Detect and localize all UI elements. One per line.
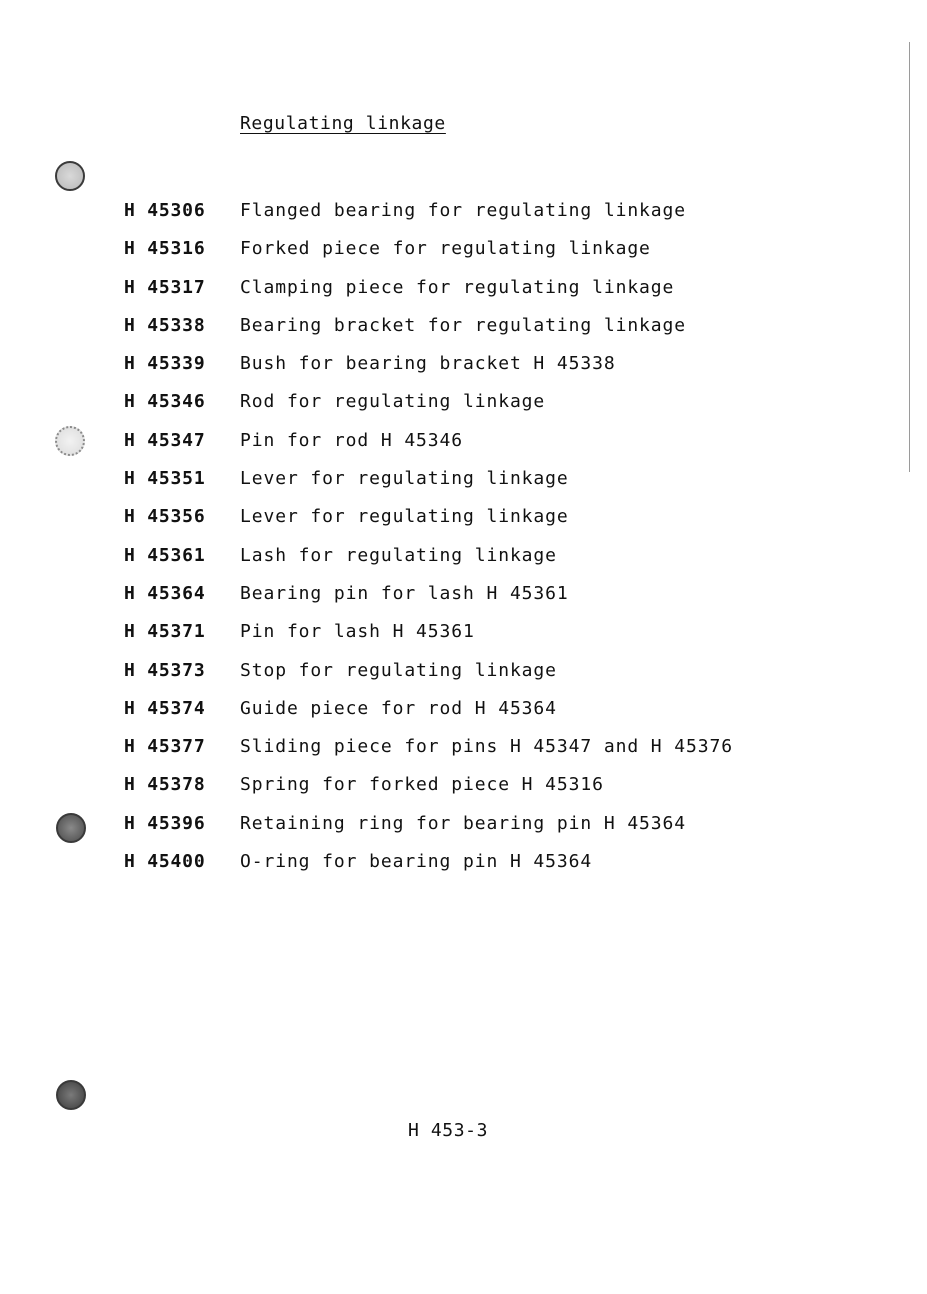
page-title: Regulating linkage	[240, 113, 446, 134]
document-reference: H 453-3	[408, 1120, 489, 1141]
part-number: H 45396	[124, 812, 206, 834]
part-number: H 45364	[124, 582, 206, 604]
part-number: H 45351	[124, 468, 206, 490]
page-edge-line	[909, 42, 910, 472]
part-description: Lever for regulating linkage	[240, 506, 569, 528]
part-row	[124, 276, 733, 314]
part-description: Forked piece for regulating linkage	[240, 238, 651, 260]
part-number: H 45377	[124, 736, 206, 758]
punch-hole-icon	[55, 426, 85, 456]
part-number: H 45338	[124, 314, 206, 336]
part-row	[124, 582, 733, 620]
part-description: Bearing bracket for regulating linkage	[240, 314, 687, 336]
part-number: H 45347	[124, 429, 206, 451]
part-number: H 45400	[124, 851, 206, 873]
part-description: Guide piece for rod H 45364	[240, 697, 557, 719]
part-row	[124, 199, 733, 237]
part-description: Flanged bearing for regulating linkage	[240, 200, 687, 221]
part-description: O-ring for bearing pin H 45364	[240, 851, 593, 873]
punch-hole-icon	[55, 161, 85, 191]
part-row	[124, 735, 733, 773]
part-number: H 45371	[124, 621, 206, 643]
part-row	[124, 314, 733, 352]
part-row	[124, 352, 733, 390]
part-description: Pin for lash H 45361	[240, 621, 475, 643]
punch-hole-icon	[56, 1080, 86, 1110]
punch-hole-icon	[56, 813, 86, 843]
part-number: H 45306	[124, 200, 206, 221]
part-description: Pin for rod H 45346	[240, 429, 464, 451]
part-number: H 45339	[124, 353, 206, 375]
parts-list	[124, 199, 733, 888]
part-row	[124, 812, 733, 850]
part-row	[124, 850, 733, 888]
part-number: H 45374	[124, 697, 206, 719]
part-row	[124, 620, 733, 658]
part-number: H 45346	[124, 391, 206, 413]
part-row	[124, 467, 733, 505]
part-row	[124, 697, 733, 735]
part-description: Bush for bearing bracket H 45338	[240, 353, 616, 375]
part-description: Bearing pin for lash H 45361	[240, 582, 569, 604]
part-description: Retaining ring for bearing pin H 45364	[240, 812, 687, 834]
part-row	[124, 544, 733, 582]
part-row	[124, 773, 733, 811]
part-row	[124, 390, 733, 428]
part-row	[124, 237, 733, 275]
part-description: Lever for regulating linkage	[240, 468, 569, 490]
part-number: H 45361	[124, 544, 206, 566]
part-description: Stop for regulating linkage	[240, 659, 557, 681]
part-description: Rod for regulating linkage	[240, 391, 546, 413]
part-row	[124, 505, 733, 543]
part-description: Sliding piece for pins H 45347 and H 45376	[240, 736, 733, 758]
part-description: Clamping piece for regulating linkage	[240, 276, 675, 298]
part-row	[124, 429, 733, 467]
part-description: Lash for regulating linkage	[240, 544, 557, 566]
part-number: H 45378	[124, 774, 206, 796]
part-number: H 45373	[124, 659, 206, 681]
part-description: Spring for forked piece H 45316	[240, 774, 604, 796]
part-number: H 45356	[124, 506, 206, 528]
part-number: H 45316	[124, 238, 206, 260]
part-row	[124, 659, 733, 697]
part-number: H 45317	[124, 276, 206, 298]
